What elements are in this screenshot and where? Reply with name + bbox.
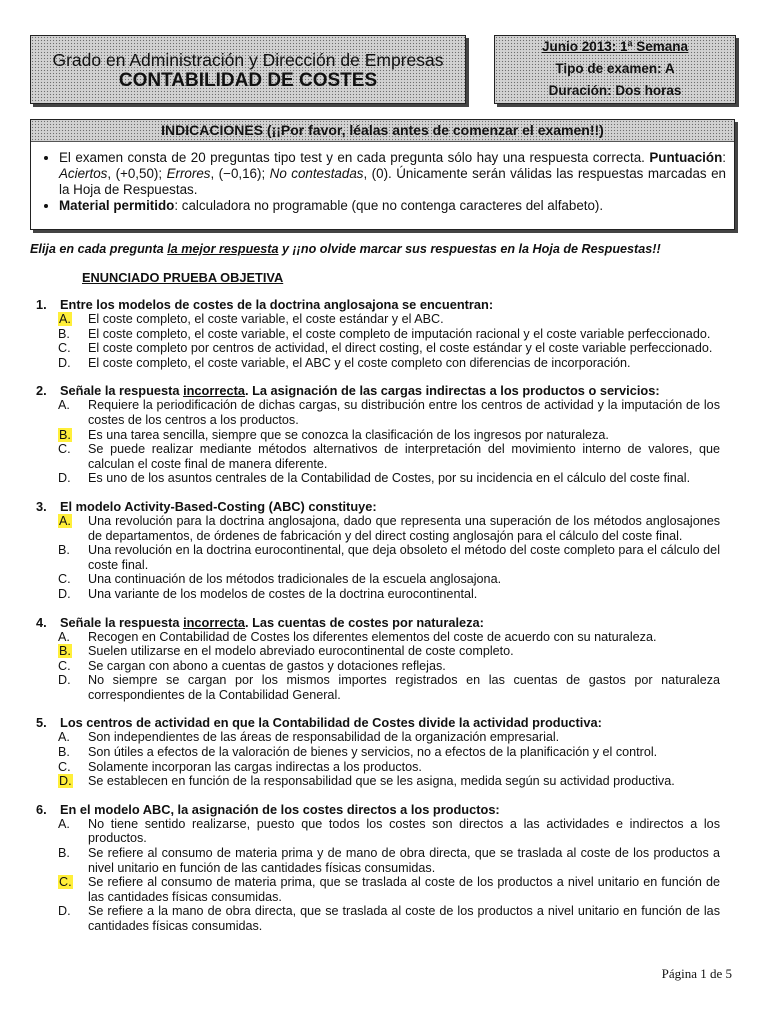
answer-option [30,312,720,327]
answer-option [30,442,720,471]
option-letter [58,673,71,688]
option-text: El coste completo por centros de actividad, el direct costing, el coste estándar y el coste variable perfeccionado. [88,341,713,356]
answer-option [30,587,720,602]
indicacion-item [59,150,726,198]
indicacion-text: El examen consta de 20 preguntas tipo test y en cada pregunta sólo hay una respuesta correcta. [59,150,650,165]
option-letter [58,630,70,645]
question-stem [30,715,720,730]
intro-instruction [30,242,740,256]
answer-option [30,630,720,645]
exam-session: Junio 2013: 1ª Semana [541,39,689,54]
indicacion-text: : [722,150,726,165]
question-number: 4. [36,614,47,630]
option-text: Una variante de los modelos de costes de la doctrina eurocontinental. [88,586,478,601]
question-number: 2. [36,383,47,399]
question-number: 3. [36,498,47,514]
answer-option [30,543,720,572]
option-letter-label: A. [58,629,70,644]
option-letter-label: A. [58,816,70,831]
answer-option [30,659,720,674]
option-letter-label: A. [58,398,70,413]
option-letter [58,514,72,529]
indicaciones-list [31,150,734,214]
option-letter [58,760,71,775]
option-letter-label: C. [58,341,71,356]
answer-option [30,514,720,543]
page-number: Página 1 de 5 [661,966,732,981]
question-text: Señale la respuesta [60,614,184,630]
option-text: Se refiere al consumo de materia prima, que se traslada al coste de los productos a nivel unitario en función de las cantidades físicas consumidas. [88,875,720,904]
question-stem [30,383,720,398]
option-letter-label: B. [58,326,70,341]
option-text: Se puede realizar mediante métodos alternativos de interpretación del movimiento interno de valores, que calculan el coste final de manera diferente. [88,442,720,471]
answer-option [30,398,720,427]
option-text: Se cargan con abono a cuentas de gastos y dotaciones reflejas. [88,658,446,673]
option-letter-label: A. [59,513,71,528]
option-letter-label: B. [59,644,71,659]
question [30,715,720,788]
option-letter [58,846,70,861]
option-text: El coste completo, el coste variable, el coste completo de imputación racional y el coste variable perfeccionado. [88,326,711,341]
question [30,499,720,602]
question [30,383,720,486]
answer-option [30,817,720,846]
option-letter-label: B. [58,846,70,861]
intro-text: y ¡¡no olvide marcar sus respuestas en la Hoja de Respuestas!! [278,242,661,256]
indicacion-item [59,198,726,214]
option-text: No siempre se cargan por los mismos importes registrados en las cuentas de gastos por naturaleza correspondientes de la Contabilidad General. [88,673,720,702]
exam-type: Tipo de examen: A [555,61,675,76]
question [30,297,720,370]
answer-option [30,875,720,904]
option-letter [58,356,71,371]
option-text: El coste completo, el coste variable, el coste estándar y el ABC. [88,312,444,326]
question-text: Entre los modelos de costes de la doctrina anglosajona se encuentran: [60,297,494,312]
question-text: incorrecta [183,383,245,399]
option-text: Requiere la periodificación de dichas cargas, su distribución entre los centros de actividad y la imputación de los costes de los centros a los productos. [88,398,720,427]
question-text: Los centros de actividad en que la Contabilidad de Costes divide la actividad productiva: [60,715,602,731]
option-text: Solamente incorporan las cargas indirectas a los productos. [88,759,422,774]
option-letter [58,398,70,413]
option-text: Recogen en Contabilidad de Costes los diferentes elementos del coste de acuerdo con su naturaleza. [88,629,657,644]
question [30,802,720,934]
answer-option [30,356,720,371]
answer-option [30,341,720,356]
question-stem [30,802,720,817]
indicacion-bold: Puntuación [649,150,723,165]
option-text: Suelen utilizarse en el modelo abreviado eurocontinental de coste completo. [88,644,514,659]
option-letter [58,875,73,890]
question-text: . La asignación de las cargas indirectas a los productos o servicios: [244,383,660,399]
question-text: El modelo Activity-Based-Costing (ABC) constituye: [60,498,377,514]
option-letter-label: C. [58,572,71,587]
option-text: Una continuación de los métodos tradicionales de la escuela anglosajona. [88,572,502,587]
option-letter-label: B. [58,745,70,760]
question-number: 5. [36,715,47,731]
indicacion-bold: Material permitido [59,198,175,213]
header-title-box [30,35,466,104]
option-letter-label: B. [58,543,70,558]
option-letter [58,442,71,457]
option-letter [58,817,70,832]
indicacion-text: , (−0,16); [210,166,270,181]
question-text: . Las cuentas de costes por naturaleza: [244,614,484,630]
indicaciones-box [30,119,735,230]
indicacion-italic: Aciertos [59,166,108,181]
option-text: Se refiere al consumo de materia prima y de mano de obra directa, que se traslada al coste de los productos a nivel unitario en función de las cantidades físicas consumidas. [88,846,720,875]
option-letter-label: B. [59,427,71,442]
answer-option [30,774,720,789]
answer-option [30,644,720,659]
option-letter [58,312,72,327]
indicacion-text: : calculadora no programable (que no contenga caracteres del alfabeto). [174,198,604,213]
option-text: Una revolución para la doctrina anglosajona, dado que representa una superación de los métodos anglosajones de departamentos, de órdenes de fabricación y del direct costing anglosajón para el cálculo del coste final. [88,513,720,543]
answer-option [30,846,720,875]
question-stem [30,499,720,514]
indicacion-italic: Errores [166,166,211,181]
option-letter-label: D. [58,355,71,370]
option-letter [58,572,71,587]
option-letter-label: C. [58,658,71,673]
intro-underlined: la mejor respuesta [167,242,279,256]
option-letter-label: D. [58,904,71,919]
option-letter [58,659,71,674]
question [30,615,720,703]
answer-option [30,760,720,775]
option-letter-label: D. [59,774,72,789]
option-letter-label: A. [59,312,71,326]
option-letter [58,904,71,919]
indicacion-text: , (+0,50); [107,166,167,181]
option-letter [58,730,70,745]
section-heading: ENUNCIADO PRUEBA OBJETIVA [82,270,284,285]
option-letter-label: D. [58,471,71,486]
option-text: Es uno de los asuntos centrales de la Contabilidad de Costes, por su incidencia en el cálculo del coste final. [88,471,691,486]
answer-option [30,572,720,587]
indicacion-italic: No contestadas [269,166,364,181]
question-number: 6. [36,801,47,817]
option-text: El coste completo, el coste variable, el ABC y el coste completo con diferencias de incorporación. [88,355,631,370]
exam-duration: Duración: Dos horas [548,83,682,98]
option-text: Una revolución en la doctrina eurocontinental, que deja obsoleto el método del coste completo para el cálculo del coste final. [88,543,720,572]
answer-option [30,745,720,760]
answer-option [30,327,720,342]
answer-option [30,673,720,702]
answer-option [30,904,720,933]
option-text: Se establecen en función de la responsabilidad que se les asigna, medida según su actividad productiva. [88,774,675,789]
option-letter [58,543,70,558]
option-letter-label: C. [58,442,71,457]
question-number: 1. [36,297,47,312]
question-stem [30,297,720,312]
answer-option [30,471,720,486]
question-stem [30,615,720,630]
question-text: En el modelo ABC, la asignación de los costes directos a los productos: [60,801,500,817]
question-text: incorrecta [183,614,245,630]
option-letter-label: C. [59,875,72,890]
questions-list [30,297,720,947]
option-letter [58,471,71,486]
option-text: Son útiles a efectos de la valoración de bienes y servicios, no a efectos de la planificación y el control. [88,745,658,760]
option-letter [58,745,70,760]
question-text: Señale la respuesta [60,383,184,399]
answer-option [30,730,720,745]
indicaciones-title: INDICACIONES (¡¡Por favor, léalas antes de comenzar el examen!!) [31,120,734,142]
intro-text: Elija en cada pregunta [30,242,168,256]
answer-option [30,428,720,443]
indicacion-text: , (0). Únicamente serán válidas las respuestas marcadas en la Hoja de Respuestas. [59,166,726,197]
degree-title: Grado en Administración y Dirección de Empresas [52,50,444,70]
option-text: Es una tarea sencilla, siempre que se conozca la clasificación de los ingresos por naturaleza. [88,427,609,442]
header-exam-info-box [494,35,736,104]
subject-title: CONTABILIDAD DE COSTES [118,70,378,91]
option-letter [58,428,72,443]
option-letter-label: C. [58,759,71,774]
option-letter [58,774,73,789]
option-letter [58,644,72,659]
option-text: Son independientes de las áreas de responsabilidad de la organización empresarial. [88,730,560,745]
option-letter-label: D. [58,586,71,601]
option-text: No tiene sentido realizarse, puesto que todos los costes son directos a las actividades e indirectos a los productos. [88,816,720,846]
option-letter-label: A. [58,730,70,745]
option-text: Se refiere a la mano de obra directa, que se traslada al coste de los productos a nivel unitario en función de las cantidades físicas consumidas. [88,904,720,933]
option-letter [58,327,70,342]
option-letter-label: D. [58,673,71,688]
option-letter [58,587,71,602]
option-letter [58,341,71,356]
